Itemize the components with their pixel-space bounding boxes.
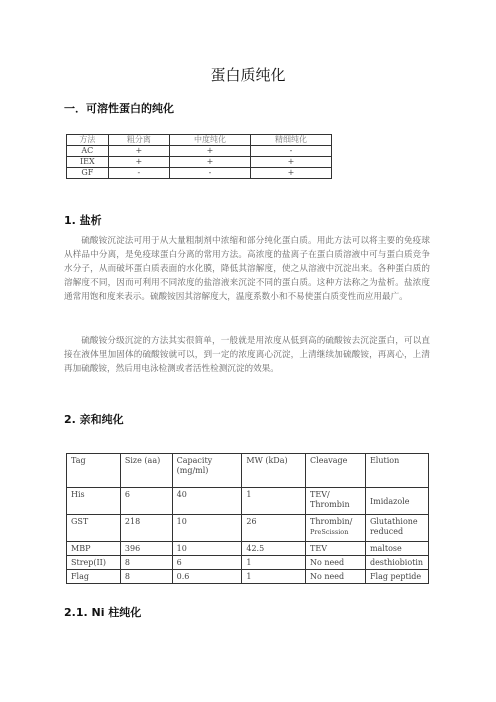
table-cell: GF (67, 168, 109, 179)
elution-line: reduced (369, 527, 404, 536)
table-cell: Flag (67, 570, 121, 584)
paragraph-ammonium-sulfate-fractionation: 硫酸铵分级沉淀的方法其实很简单，一般就是用浓度从低到高的硫酸铵去沉淀蛋白，可以直接在液体里加固体的硫酸铵就可以，到一定的浓度离心沉淀，上清继续加硫酸铵，再离心，上清再加硫酸铵，然后用电泳检测或者活性检测沉淀的效果。 (64, 336, 430, 374)
table-header-cell (306, 454, 366, 488)
table-cell: 40 (172, 488, 242, 515)
table-cell: His (67, 488, 121, 515)
table-cell: 10 (172, 542, 242, 556)
table-cell: No need (306, 556, 366, 570)
table-cell: Strep(II) (67, 556, 121, 570)
table-header-cell (67, 454, 121, 488)
table-cell: - (170, 168, 251, 179)
header-cleavage: Cleavage (310, 456, 348, 465)
table-cell (306, 488, 366, 515)
table-header-row (67, 135, 332, 146)
table-cell: desthiobiotin (365, 556, 428, 570)
table-cell: + (251, 157, 332, 168)
table-header-cell: 精细纯化 (251, 135, 332, 146)
table-cell: + (251, 168, 332, 179)
table-header-cell: 方法 (67, 135, 109, 146)
table-row (67, 515, 429, 542)
table-cell: 26 (242, 515, 306, 542)
table-header-row (67, 454, 429, 488)
table-cell (365, 488, 428, 515)
paragraph-salting-out-intro: 硫酸铵沉淀法可用于从大量粗制剂中浓缩和部分纯化蛋白质。用此方法可以将主要的免疫球从样品中分离，是免疫球蛋白分离的常用方法。高浓度的盐离子在蛋白质溶液中可与蛋白质竞争水分子，从而破坏蛋白质表面的水化膜，降低其溶解度，使之从溶液中沉淀出来。各种蛋白质的溶解度不同，因而可利用不同浓度的盐溶液来沉淀不同的蛋白质。这种方法称之为盐析。盐浓度通常用饱和度来表示。硫酸铵因其溶解度大，温度系数小和不易使蛋白质变性而应用最广。 (64, 236, 430, 302)
cleavage-line: TEV/ (310, 490, 330, 499)
table-cell (306, 515, 366, 542)
method-comparison-table (66, 134, 332, 179)
table-header-cell: 粗分离 (108, 135, 169, 146)
table-row (67, 570, 429, 584)
header-mw: MW (kDa) (246, 456, 288, 465)
table-cell: 42.5 (242, 542, 306, 556)
table-cell: 6 (120, 488, 172, 515)
table-cell: maltose (365, 542, 428, 556)
table-cell: + (108, 157, 169, 168)
elution-line: Imidazole (369, 496, 410, 506)
table-row (67, 157, 332, 168)
table-cell: Flag peptide (365, 570, 428, 584)
table-cell: 8 (120, 570, 172, 584)
table-header-cell (120, 454, 172, 488)
table-row (67, 168, 332, 179)
affinity-tag-table (66, 453, 429, 584)
table-header-cell: 中度纯化 (170, 135, 251, 146)
elution-line: Glutathione (369, 517, 418, 526)
table-cell: GST (67, 515, 121, 542)
cleavage-line: Thrombin/ (310, 517, 353, 526)
table-cell: TEV (306, 542, 366, 556)
table-header-cell (172, 454, 242, 488)
table-cell: No need (306, 570, 366, 584)
header-capacity-unit: (mg/ml) (176, 466, 209, 475)
table-cell: + (170, 146, 251, 157)
table-cell: 218 (120, 515, 172, 542)
table-row (67, 488, 429, 515)
table-cell: 1 (242, 488, 306, 515)
subsection-heading-salting-out: 1. 盐析 (64, 214, 102, 227)
table-cell: 1 (242, 556, 306, 570)
table-cell: - (251, 146, 332, 157)
table-row (67, 542, 429, 556)
subsection-heading-affinity-purification: 2. 亲和纯化 (64, 413, 124, 426)
table-cell: IEX (67, 157, 109, 168)
table-cell: AC (67, 146, 109, 157)
cleavage-line: Thrombin (310, 500, 350, 509)
header-tag: Tag (71, 456, 86, 465)
table-cell: + (108, 146, 169, 157)
page-title: 蛋白质纯化 (210, 66, 286, 84)
table-header-cell (365, 454, 428, 488)
header-elution: Elution (369, 456, 400, 465)
table-cell: 0.6 (172, 570, 242, 584)
table-header-cell (242, 454, 306, 488)
header-size: Size (aa) (124, 456, 161, 465)
table-cell: 8 (120, 556, 172, 570)
table-cell: MBP (67, 542, 121, 556)
table-cell: 396 (120, 542, 172, 556)
table-cell: + (170, 157, 251, 168)
table-row (67, 146, 332, 157)
table-cell: 10 (172, 515, 242, 542)
section-heading-soluble-protein: 一．可溶性蛋白的纯化 (64, 102, 174, 115)
table-cell: - (108, 168, 169, 179)
table-cell: 1 (242, 570, 306, 584)
table-row (67, 556, 429, 570)
subsection-heading-ni-column: 2.1. Ni 柱纯化 (64, 606, 142, 619)
header-capacity: Capacity (176, 456, 213, 465)
cleavage-line: PreScission (310, 528, 349, 536)
table-cell: 6 (172, 556, 242, 570)
table-cell (365, 515, 428, 542)
